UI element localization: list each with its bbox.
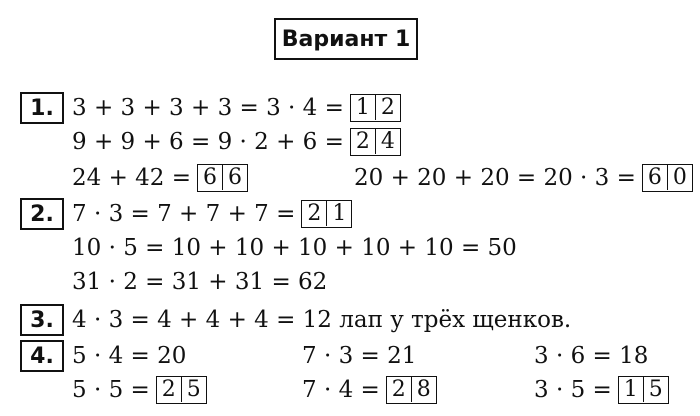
variant-title: Вариант 1: [274, 18, 418, 60]
task-1-number: 1.: [20, 92, 64, 124]
answer-digit: 1: [355, 95, 370, 120]
task-2-line-3-expr: 31 · 2 = 31 + 31 = 62: [72, 269, 328, 295]
task-3-line-1: [72, 304, 571, 336]
task-4-item-1-expr: 5 · 4 = 20: [72, 343, 187, 369]
answer-digit: 2: [355, 129, 370, 154]
task-2-line-1-expr: 7 · 3 = 7 + 7 + 7 =: [72, 201, 296, 227]
task-1-line-4-answer-boxes: [642, 164, 693, 192]
answer-digit: 4: [375, 129, 400, 154]
answer-digit: 8: [411, 377, 436, 402]
task-4-item-3: [534, 340, 648, 372]
task-1-line-3-answer-boxes: [197, 164, 248, 192]
answer-digit: 2: [307, 201, 322, 226]
answer-digit: 6: [647, 165, 662, 190]
answer-digit: 0: [667, 165, 692, 190]
task-4-item-2: [302, 340, 416, 372]
task-2-line-1: [72, 198, 352, 230]
task-4-item-4-expr: 5 · 5 =: [72, 377, 150, 403]
answer-digit: 5: [643, 377, 668, 402]
task-3-line-1-expr: 4 · 3 = 4 + 4 + 4 = 12 лап у трёх щенков.: [72, 307, 572, 333]
task-1-line-1-answer-boxes: [350, 94, 401, 122]
task-4-item-6: [534, 374, 669, 406]
task-1-line-1: [72, 92, 401, 124]
task-4-item-6-expr: 3 · 5 =: [534, 377, 612, 403]
task-1-line-2-answer-boxes: [350, 128, 401, 156]
answer-digit: 6: [203, 165, 218, 190]
task-4-item-5-answer-boxes: [386, 376, 437, 404]
task-4-item-1: [72, 340, 186, 372]
task-4-item-5: [302, 374, 437, 406]
answer-digit: 2: [375, 95, 400, 120]
task-2-number: 2.: [20, 198, 64, 230]
task-2-line-2-expr: 10 · 5 = 10 + 10 + 10 + 10 + 10 = 50: [72, 235, 517, 261]
task-2-line-3: [72, 266, 327, 298]
task-1-line-1-expr: 3 + 3 + 3 + 3 = 3 · 4 =: [72, 95, 344, 121]
task-3-number: 3.: [20, 304, 64, 336]
answer-digit: 5: [181, 377, 206, 402]
answer-digit: 1: [623, 377, 638, 402]
task-4-item-4: [72, 374, 207, 406]
task-1-line-4-expr: 20 + 20 + 20 = 20 · 3 =: [354, 165, 636, 191]
task-4-item-5-expr: 7 · 4 =: [302, 377, 380, 403]
task-4-item-4-answer-boxes: [156, 376, 207, 404]
task-1-line-3-expr: 24 + 42 =: [72, 165, 192, 191]
task-4-item-6-answer-boxes: [618, 376, 669, 404]
task-4-item-3-expr: 3 · 6 = 18: [534, 343, 649, 369]
answer-digit: 2: [161, 377, 176, 402]
task-2-line-2: [72, 232, 517, 264]
task-2-line-1-answer-boxes: [301, 200, 352, 228]
task-4-number: 4.: [20, 340, 64, 372]
task-1-line-2-expr: 9 + 9 + 6 = 9 · 2 + 6 =: [72, 129, 344, 155]
task-1-line-3: [72, 162, 248, 194]
task-4-item-2-expr: 7 · 3 = 21: [302, 343, 417, 369]
answer-digit: 6: [222, 165, 247, 190]
task-1-line-4: [354, 162, 693, 194]
answer-digit: 1: [326, 201, 351, 226]
task-1-line-2: [72, 126, 401, 158]
answer-digit: 2: [391, 377, 406, 402]
